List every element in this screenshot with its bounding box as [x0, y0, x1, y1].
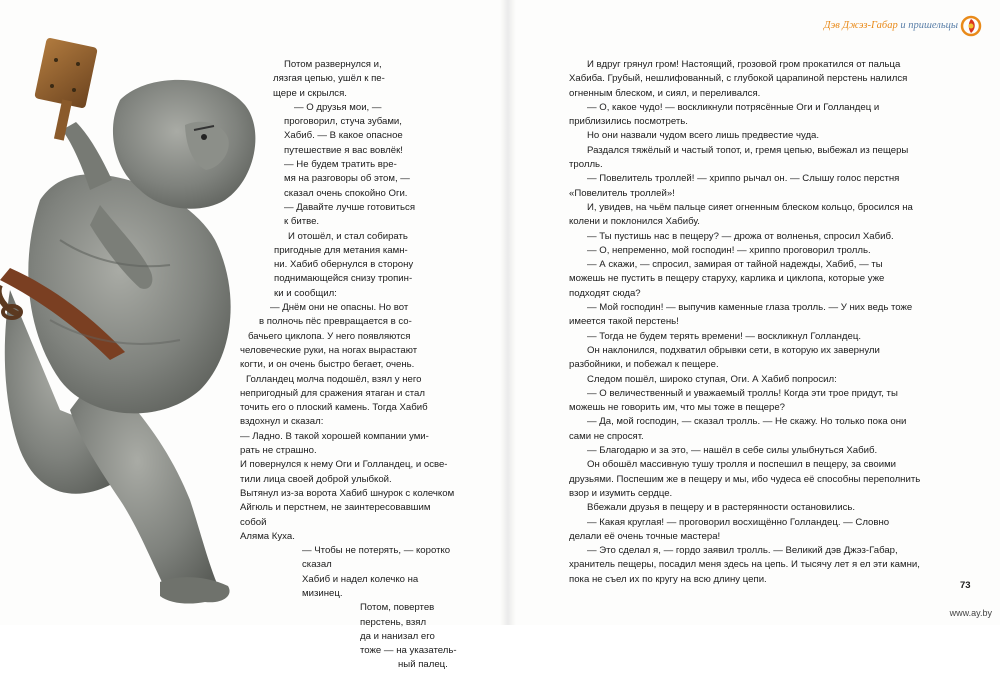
publisher-logo-icon	[960, 15, 982, 37]
left-text-line: да и нанизал его тоже — на указатель-	[360, 630, 457, 657]
left-text-line: точить его о плоский камень. Тогда Хабиб	[240, 402, 428, 414]
left-text-line: сказал очень спокойно Оги.	[284, 187, 408, 199]
left-text-line: щере и скрылся.	[273, 87, 347, 99]
right-text-paragraph: — Да, мой господин, — сказал тролль. — Не скажу. Но только пока они сами не спросят.	[569, 416, 907, 442]
right-text-paragraph: — Тогда не будем терять времени! — воскликнул Голландец.	[587, 330, 862, 342]
left-text-line: бачьего циклопа. У него появляются	[248, 330, 411, 342]
page-number: 73	[960, 580, 971, 591]
left-text-line: Потом, повертев перстень, взял	[360, 602, 435, 628]
left-text-line: Хабиб. — В какое опасное	[284, 130, 403, 142]
right-text-paragraph: Раздался тяжёлый и частый топот, и, гремя цепью, выбежал из пещеры тролль.	[569, 144, 909, 171]
right-text-paragraph: Но они назвали чудом всего лишь предвестие чуда.	[587, 130, 820, 142]
left-text-line: путешествие я вас вовлёк!	[284, 144, 403, 156]
left-text-line: пригодные для метания камн-	[274, 244, 408, 256]
left-text-line: Аляма Куха.	[240, 530, 295, 542]
left-text-line: проговорил, стуча зубами,	[284, 116, 402, 128]
right-page-text	[569, 58, 921, 587]
left-text-line: — Не будем тратить вре-	[284, 159, 397, 171]
right-text-paragraph: — О, непременно, мой господин! — хриппо проговорил тролль.	[587, 244, 871, 256]
left-text-line: рать не страшно.	[240, 445, 317, 457]
right-text-paragraph: — А скажи, — спросил, замирая от тайной надежды, Хабиб, — ты можешь не пустить в пещеру старуху, карлика и циклопа, которые уже подходят сюда?	[569, 259, 885, 299]
left-text-line: Айгюль и перстнем, не заинтересовавшим собой	[240, 502, 431, 528]
left-text-line: тили лица своей доброй улыбкой.	[240, 473, 392, 485]
left-text-line: Голландец молча подошёл, взял у него	[246, 373, 422, 385]
right-text-paragraph: — Мой господин! — выпучив каменные глаза тролль. — У них ведь тоже имеется такой перстень!	[569, 302, 913, 328]
left-text-line: И повернулся к нему Оги и Голландец, и осве-	[240, 459, 448, 471]
right-text-paragraph: — Это сделал я, — гордо заявил тролль. — Великий дэв Джэз-Габар, хранитель пещеры, посадил меня здесь на цепь. И тысячу лет я ел эти камни, пока не съел их по кругу на всю длину цепи.	[569, 545, 920, 585]
left-text-line: — Ладно. В такой хорошей компании уми-	[240, 430, 429, 442]
right-text-paragraph: Он обошёл массивную тушу тролля и поспешил в пещеру, за своими друзьями. Поспешим же в пещеру и мы, ибо чудеса её способны переполнить взор и изумить сердце.	[569, 459, 921, 499]
left-text-line: в полночь пёс превращается в со-	[259, 316, 412, 328]
running-header	[824, 20, 958, 31]
left-text-line: — Днём они не опасны. Но вот	[270, 302, 409, 314]
left-text-line: ки и сообщил:	[274, 287, 337, 299]
right-text-paragraph: Вбежали друзья в пещеру и в растерянности остановились.	[587, 502, 856, 514]
right-text-paragraph: — О, какое чудо! — воскликнули потрясённые Оги и Голландец и приблизились посмотреть.	[569, 101, 880, 128]
left-text-line: ни. Хабиб обернулся в сторону	[274, 259, 414, 271]
right-text-paragraph: — Благодарю и за это, — нашёл в себе силы улыбнуться Хабиб.	[587, 445, 878, 457]
left-text-line: ный палец.	[398, 659, 448, 671]
left-page-text	[240, 58, 458, 673]
right-text-paragraph: — О величественный и уважаемый тролль! Когда эти трое придут, ты можешь не говорить им, что мы тоже в пещере?	[569, 387, 898, 414]
left-text-line: поднимающейся снизу тропин-	[274, 273, 413, 285]
header-title-part1: Дэв Джэз-Габар	[823, 20, 898, 31]
right-text-paragraph: Следом пошёл, широко ступая, Оги. А Хабиб попросил:	[587, 373, 837, 385]
left-text-line: непригодный для сражения ятаган и стал	[240, 387, 425, 399]
header-title-part2: и пришельцы	[897, 20, 958, 31]
right-text-paragraph: — Ты пустишь нас в пещеру? — дрожа от волненья, спросил Хабиб.	[587, 230, 894, 242]
left-text-line: вздохнул и сказал:	[240, 416, 324, 428]
left-text-line: мя на разговоры об этом, —	[284, 173, 410, 185]
left-text-line: — Давайте лучше готовиться	[284, 201, 416, 213]
left-text-line: — О друзья мои, —	[294, 101, 382, 113]
left-text-line: — Чтобы не потерять, — коротко сказал	[302, 545, 451, 571]
left-text-line: Хабиб и надел колечко на мизинец.	[302, 573, 419, 599]
right-text-paragraph: — Какая круглая! — проговорил восхищённо Голландец. — Словно делали её очень точные мастера!	[569, 516, 890, 542]
left-text-line: человеческие руки, на ногах вырастают	[240, 344, 418, 356]
left-text-line: И отошёл, и стал собирать	[288, 230, 408, 242]
left-text-line: к битве.	[284, 216, 320, 228]
watermark: www.ay.by	[949, 608, 992, 618]
left-text-line: Вытянул из-за ворота Хабиб шнурок с колечком	[240, 487, 455, 499]
page-gutter	[500, 0, 516, 625]
right-text-paragraph: — Повелитель троллей! — хриппо рычал он. — Слышу голос перстня «Повелитель троллей»!	[569, 173, 900, 199]
right-text-paragraph: Он наклонился, подхватил обрывки сети, в которую их завернули разбойники, и побежал к пещере.	[569, 344, 880, 371]
right-text-paragraph: И, увидев, на чьём пальце сияет огненным блеском кольцо, бросился на колени и поклонился Хабибу.	[569, 201, 913, 228]
left-text-line: лязгая цепью, ушёл к пе-	[273, 73, 385, 85]
right-text-paragraph: И вдруг грянул гром! Настоящий, грозовой гром прокатился от пальца Хабиба. Грубый, нешлифованный, с глубокой царапиной перстень налился огненным блеском, и сиял, и переливался.	[569, 59, 908, 99]
left-text-line: когти, и он очень быстро бегает, очень.	[240, 359, 415, 371]
left-text-line: Потом развернулся и,	[284, 59, 382, 70]
